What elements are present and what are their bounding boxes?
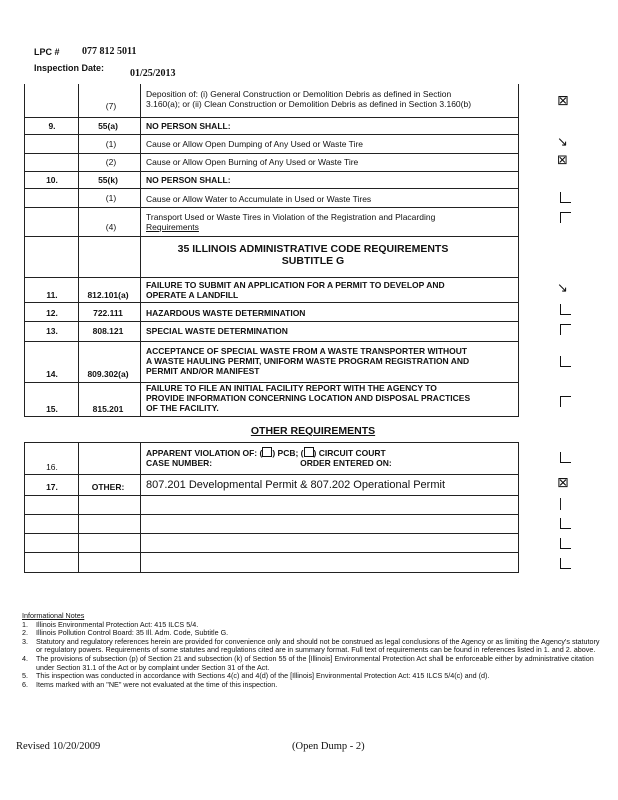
revision-date: Revised 10/20/2009 <box>16 741 101 752</box>
row-15-ref: 815.201 <box>92 404 124 414</box>
row-14-num: 14. <box>46 369 58 379</box>
row-7-text: Deposition of: (i) General Construction or Demolition Debris as defined in Section 3.160(a); or (ii) Clean Construction or Demolition Debris as defined in Section 3.160(b) <box>146 89 472 109</box>
row-13-ref: 808.121 <box>92 326 124 336</box>
row-17-num: 17. <box>46 482 58 492</box>
checked-box-icon[interactable]: ⊠ <box>557 93 569 109</box>
empty-box-icon[interactable] <box>560 538 571 549</box>
empty-box-icon[interactable] <box>560 212 571 223</box>
check-mark-icon[interactable]: ↘ <box>557 135 568 150</box>
row-14-text: ACCEPTANCE OF SPECIAL WASTE FROM A WASTE TRANSPORTER WITHOUT A WASTE HAULING PERMIT, UNIFORM WASTE PROGRAM REGISTRATION AND PERMIT AND/OR MANIFEST <box>146 346 470 376</box>
row-11-num: 11. <box>46 290 58 300</box>
row-10-4-sub: (4) <box>105 222 117 232</box>
row-14-ref: 809.302(a) <box>87 369 129 379</box>
row-9-1-sub: (1) <box>105 139 117 149</box>
row-11-text: FAILURE TO SUBMIT AN APPLICATION FOR A PERMIT TO DEVELOP AND OPERATE A LANDFILL <box>146 280 445 300</box>
row-10-1-text: Cause or Allow Water to Accumulate in Used or Waste Tires <box>146 194 372 204</box>
empty-box-icon[interactable] <box>560 498 561 510</box>
empty-box-icon[interactable] <box>560 304 571 315</box>
row-10-4-text: Transport Used or Waste Tires in Violation of the Registration and Placarding Requirements <box>146 212 436 232</box>
notes-title: Informational Notes <box>22 611 85 620</box>
row-16-text: APPARENT VIOLATION OF: ( ) PCB; ( ) CIRCUIT COURT CASE NUMBER: ORDER ENTERED ON: <box>146 448 392 468</box>
row-9-2-text: Cause or Allow Open Burning of Any Used or Waste Tire <box>146 157 359 167</box>
empty-box-icon[interactable] <box>560 396 571 407</box>
circuit-court-checkbox[interactable] <box>304 447 314 457</box>
note-item: 4. The provisions of subsection (p) of Section 21 and subsection (k) of Section 55 of the [Illinois] Environmental Protection Act shall be enforceable either by administrative citation under Section 31.1 of the Act or by complaint under Section 31 of the Act. <box>22 653 594 672</box>
row-16-num: 16. <box>46 462 58 472</box>
row-12-num: 12. <box>46 308 58 318</box>
note-item: 6. Items marked with an "NE" were not evaluated at the time of this inspection. <box>22 679 278 689</box>
checked-box-icon[interactable]: ⊠ <box>557 153 568 168</box>
pcb-checkbox[interactable] <box>262 447 272 457</box>
lpc-label: LPC # <box>34 47 60 57</box>
row-9-num: 9. <box>48 121 56 131</box>
row-10-text: NO PERSON SHALL: <box>146 175 231 185</box>
row-7-sub: (7) <box>105 101 117 111</box>
row-13-num: 13. <box>46 326 58 336</box>
row-15-num: 15. <box>46 404 58 414</box>
row-9-ref: 55(a) <box>98 121 118 131</box>
informational-notes <box>22 612 602 689</box>
row-12-text: HAZARDOUS WASTE DETERMINATION <box>146 308 306 318</box>
row-10-1-sub: (1) <box>105 193 117 203</box>
page-label: (Open Dump - 2) <box>292 741 365 752</box>
row-12-ref: 722.111 <box>93 308 123 318</box>
section-title-35-iac: 35 ILLINOIS ADMINISTRATIVE CODE REQUIREMENTS SUBTITLE G <box>177 243 449 267</box>
empty-box-icon[interactable] <box>560 558 571 569</box>
row-9-1-text: Cause or Allow Open Dumping of Any Used or Waste Tire <box>146 139 364 149</box>
empty-box-icon[interactable] <box>560 324 571 335</box>
lpc-number: 077 812 5011 <box>82 46 137 57</box>
checked-box-icon[interactable]: ⊠ <box>557 475 569 491</box>
row-9-2-sub: (2) <box>105 157 117 167</box>
inspection-date-label: Inspection Date: <box>34 63 105 73</box>
empty-box-icon[interactable] <box>560 192 571 203</box>
row-10-num: 10. <box>46 175 58 185</box>
empty-box-icon[interactable] <box>560 356 571 367</box>
row-15-text: FAILURE TO FILE AN INITIAL FACILITY REPORT WITH THE AGENCY TO PROVIDE INFORMATION CONCERNING LOCATION AND DISPOSAL PRACTICES OF THE FACILITY. <box>146 383 471 413</box>
row-11-ref: 812.101(a) <box>87 290 129 300</box>
note-item: 2. Illinois Pollution Control Board: 35 Ill. Adm. Code, Subtitle G. <box>22 628 229 638</box>
check-mark-icon[interactable]: ↘ <box>557 281 568 296</box>
empty-box-icon[interactable] <box>560 518 571 529</box>
row-13-text: SPECIAL WASTE DETERMINATION <box>146 326 288 336</box>
row-10-ref: 55(k) <box>98 175 118 185</box>
row-17-text: 807.201 Developmental Permit & 807.202 Operational Permit <box>146 479 446 491</box>
row-9-text: NO PERSON SHALL: <box>146 121 231 131</box>
empty-box-icon[interactable] <box>560 452 571 463</box>
row-17-ref: OTHER: <box>91 482 125 492</box>
section-title-other: OTHER REQUIREMENTS <box>250 425 376 437</box>
note-item: 3. Statutory and regulatory references herein are provided for convenience only and should not be construed as legal conclusions of the Agency or as limiting the Agency's statutory or regulatory powers. Requirements of some statutes and regulations cited are in summary format. Full text of requirements can be found in references listed in 1. and 2. above. <box>22 636 600 655</box>
note-item: 1. Illinois Environmental Protection Act: 415 ILCS 5/4. <box>22 619 199 629</box>
inspection-date: 01/25/2013 <box>130 68 176 79</box>
note-item: 5. This inspection was conducted in accordance with Sections 4(c) and 4(d) of the [Illinois] Environmental Protection Act: 415 ILCS 5/4(c) and (d). <box>22 671 490 681</box>
